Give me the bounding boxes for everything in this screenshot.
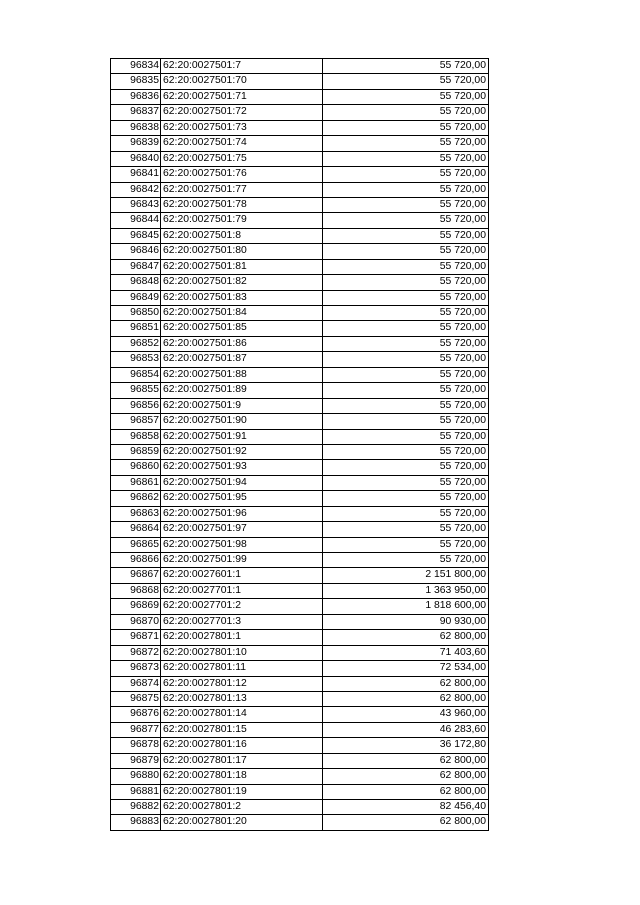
cadastral-number-cell: 62:20:0027501:81 [161,259,323,274]
cadastral-number-cell: 62:20:0027501:7 [161,59,323,74]
table-row [111,583,489,598]
cadastral-number-cell: 62:20:0027501:87 [161,352,323,367]
cadastral-number-cell: 62:20:0027501:82 [161,275,323,290]
table-row [111,367,489,382]
cadastral-value-cell: 1 818 600,00 [323,599,489,614]
cadastral-number-cell: 62:20:0027501:75 [161,151,323,166]
table-row [111,244,489,259]
cadastral-number-cell: 62:20:0027501:90 [161,414,323,429]
cadastral-value-cell: 55 720,00 [323,59,489,74]
table-row [111,630,489,645]
cadastral-number-cell: 62:20:0027501:79 [161,213,323,228]
cadastral-value-cell: 43 960,00 [323,707,489,722]
table-row [111,182,489,197]
cadastral-value-cell: 46 283,60 [323,722,489,737]
table-row [111,738,489,753]
cadastral-value-cell: 62 800,00 [323,784,489,799]
cadastral-number-cell: 62:20:0027501:92 [161,444,323,459]
table-row [111,213,489,228]
table-row [111,105,489,120]
row-number-cell: 96877 [111,722,161,737]
cadastral-value-cell: 55 720,00 [323,259,489,274]
row-number-cell: 96879 [111,753,161,768]
row-number-cell: 96848 [111,275,161,290]
cadastral-number-cell: 62:20:0027501:9 [161,398,323,413]
cadastral-value-cell: 62 800,00 [323,753,489,768]
cadastral-number-cell: 62:20:0027501:74 [161,136,323,151]
cadastral-value-cell: 55 720,00 [323,352,489,367]
row-number-cell: 96867 [111,568,161,583]
table-row [111,491,489,506]
cadastral-value-cell: 62 800,00 [323,769,489,784]
cadastral-number-cell: 62:20:0027501:83 [161,290,323,305]
table-row [111,800,489,815]
row-number-cell: 96837 [111,105,161,120]
cadastral-value-cell: 55 720,00 [323,321,489,336]
table-row [111,460,489,475]
cadastral-number-cell: 62:20:0027501:91 [161,429,323,444]
row-number-cell: 96868 [111,583,161,598]
row-number-cell: 96854 [111,367,161,382]
cadastral-value-cell: 62 800,00 [323,676,489,691]
row-number-cell: 96866 [111,553,161,568]
row-number-cell: 96882 [111,800,161,815]
cadastral-value-cell: 1 363 950,00 [323,583,489,598]
cadastral-number-cell: 62:20:0027501:95 [161,491,323,506]
cadastral-value-cell: 55 720,00 [323,429,489,444]
cadastral-value-cell: 62 800,00 [323,815,489,830]
cadastral-number-cell: 62:20:0027501:78 [161,197,323,212]
table-row [111,676,489,691]
table-row [111,707,489,722]
cadastral-value-cell: 55 720,00 [323,475,489,490]
table-row [111,321,489,336]
row-number-cell: 96838 [111,120,161,135]
row-number-cell: 96846 [111,244,161,259]
cadastral-number-cell: 62:20:0027501:80 [161,244,323,259]
table-row [111,352,489,367]
row-number-cell: 96870 [111,614,161,629]
row-number-cell: 96871 [111,630,161,645]
row-number-cell: 96850 [111,306,161,321]
cadastral-number-cell: 62:20:0027501:8 [161,228,323,243]
cadastral-value-cell: 55 720,00 [323,167,489,182]
row-number-cell: 96857 [111,414,161,429]
table-row [111,275,489,290]
table-row [111,120,489,135]
cadastral-number-cell: 62:20:0027501:86 [161,336,323,351]
cadastral-number-cell: 62:20:0027801:18 [161,769,323,784]
cadastral-value-cell: 2 151 800,00 [323,568,489,583]
cadastral-value-cell: 55 720,00 [323,414,489,429]
table-row [111,661,489,676]
cadastral-value-cell: 55 720,00 [323,460,489,475]
cadastral-number-cell: 62:20:0027501:72 [161,105,323,120]
row-number-cell: 96841 [111,167,161,182]
row-number-cell: 96864 [111,522,161,537]
cadastral-number-cell: 62:20:0027501:96 [161,506,323,521]
row-number-cell: 96876 [111,707,161,722]
table-row [111,444,489,459]
table-row [111,290,489,305]
row-number-cell: 96869 [111,599,161,614]
table-row [111,414,489,429]
cadastral-value-cell: 55 720,00 [323,383,489,398]
cadastral-value-cell: 55 720,00 [323,336,489,351]
row-number-cell: 96839 [111,136,161,151]
table-row [111,151,489,166]
table-row [111,59,489,74]
table-row [111,336,489,351]
row-number-cell: 96851 [111,321,161,336]
table-row [111,553,489,568]
table-row [111,815,489,830]
cadastral-number-cell: 62:20:0027701:1 [161,583,323,598]
cadastral-number-cell: 62:20:0027801:16 [161,738,323,753]
row-number-cell: 96845 [111,228,161,243]
cadastral-number-cell: 62:20:0027501:94 [161,475,323,490]
row-number-cell: 96852 [111,336,161,351]
row-number-cell: 96878 [111,738,161,753]
cadastral-number-cell: 62:20:0027801:1 [161,630,323,645]
table-row [111,769,489,784]
cadastral-value-cell: 55 720,00 [323,89,489,104]
row-number-cell: 96863 [111,506,161,521]
row-number-cell: 96875 [111,691,161,706]
cadastral-number-cell: 62:20:0027501:84 [161,306,323,321]
cadastral-number-cell: 62:20:0027701:2 [161,599,323,614]
table-row [111,722,489,737]
row-number-cell: 96858 [111,429,161,444]
row-number-cell: 96856 [111,398,161,413]
cadastral-number-cell: 62:20:0027501:88 [161,367,323,382]
table-row [111,89,489,104]
table-row [111,784,489,799]
cadastral-number-cell: 62:20:0027501:85 [161,321,323,336]
cadastral-value-cell: 55 720,00 [323,136,489,151]
cadastral-number-cell: 62:20:0027501:93 [161,460,323,475]
cadastral-value-cell: 55 720,00 [323,228,489,243]
cadastral-number-cell: 62:20:0027801:20 [161,815,323,830]
table-row [111,167,489,182]
row-number-cell: 96865 [111,537,161,552]
cadastral-value-cell: 71 403,60 [323,645,489,660]
table-row [111,383,489,398]
cadastral-value-cell: 55 720,00 [323,398,489,413]
table-row [111,506,489,521]
row-number-cell: 96834 [111,59,161,74]
row-number-cell: 96843 [111,197,161,212]
table-row [111,568,489,583]
row-number-cell: 96847 [111,259,161,274]
cadastral-number-cell: 62:20:0027501:89 [161,383,323,398]
cadastral-number-cell: 62:20:0027501:77 [161,182,323,197]
cadastral-number-cell: 62:20:0027501:98 [161,537,323,552]
table-row [111,306,489,321]
row-number-cell: 96881 [111,784,161,799]
cadastral-number-cell: 62:20:0027801:17 [161,753,323,768]
cadastral-value-cell: 55 720,00 [323,105,489,120]
row-number-cell: 96853 [111,352,161,367]
cadastral-number-cell: 62:20:0027701:3 [161,614,323,629]
row-number-cell: 96835 [111,74,161,89]
cadastral-number-cell: 62:20:0027601:1 [161,568,323,583]
table-row [111,429,489,444]
row-number-cell: 96874 [111,676,161,691]
cadastral-value-cell: 90 930,00 [323,614,489,629]
cadastral-value-cell: 82 456,40 [323,800,489,815]
cadastral-value-cell: 55 720,00 [323,213,489,228]
table-row [111,691,489,706]
row-number-cell: 96861 [111,475,161,490]
table-row [111,753,489,768]
row-number-cell: 96880 [111,769,161,784]
cadastral-value-cell: 55 720,00 [323,522,489,537]
cadastral-value-cell: 55 720,00 [323,197,489,212]
table-row [111,136,489,151]
cadastral-number-cell: 62:20:0027801:2 [161,800,323,815]
cadastral-value-cell: 55 720,00 [323,367,489,382]
cadastral-number-cell: 62:20:0027501:76 [161,167,323,182]
table-row [111,74,489,89]
cadastral-number-cell: 62:20:0027801:10 [161,645,323,660]
cadastral-value-cell: 55 720,00 [323,290,489,305]
cadastral-value-cell: 72 534,00 [323,661,489,676]
row-number-cell: 96883 [111,815,161,830]
row-number-cell: 96842 [111,182,161,197]
row-number-cell: 96872 [111,645,161,660]
cadastral-value-cell: 55 720,00 [323,537,489,552]
table-row [111,537,489,552]
table-row [111,197,489,212]
cadastral-number-cell: 62:20:0027501:99 [161,553,323,568]
row-number-cell: 96844 [111,213,161,228]
cadastral-value-cell: 55 720,00 [323,151,489,166]
cadastral-value-table [110,58,489,831]
cadastral-value-cell: 55 720,00 [323,444,489,459]
cadastral-number-cell: 62:20:0027801:15 [161,722,323,737]
cadastral-value-cell: 36 172,80 [323,738,489,753]
table-row [111,645,489,660]
table-row [111,228,489,243]
cadastral-value-cell: 55 720,00 [323,74,489,89]
row-number-cell: 96859 [111,444,161,459]
cadastral-value-cell: 55 720,00 [323,553,489,568]
cadastral-number-cell: 62:20:0027501:70 [161,74,323,89]
row-number-cell: 96873 [111,661,161,676]
row-number-cell: 96862 [111,491,161,506]
cadastral-number-cell: 62:20:0027501:97 [161,522,323,537]
row-number-cell: 96860 [111,460,161,475]
table-row [111,259,489,274]
cadastral-number-cell: 62:20:0027801:11 [161,661,323,676]
table-row [111,475,489,490]
table-row [111,614,489,629]
row-number-cell: 96840 [111,151,161,166]
table-row [111,398,489,413]
cadastral-number-cell: 62:20:0027801:19 [161,784,323,799]
cadastral-value-cell: 55 720,00 [323,182,489,197]
cadastral-value-cell: 55 720,00 [323,491,489,506]
cadastral-number-cell: 62:20:0027801:14 [161,707,323,722]
cadastral-value-cell: 62 800,00 [323,630,489,645]
cadastral-value-cell: 62 800,00 [323,691,489,706]
cadastral-value-cell: 55 720,00 [323,306,489,321]
table-row [111,522,489,537]
table-row [111,599,489,614]
row-number-cell: 96836 [111,89,161,104]
cadastral-value-cell: 55 720,00 [323,244,489,259]
cadastral-number-cell: 62:20:0027501:73 [161,120,323,135]
row-number-cell: 96849 [111,290,161,305]
cadastral-value-cell: 55 720,00 [323,275,489,290]
cadastral-value-cell: 55 720,00 [323,506,489,521]
cadastral-value-cell: 55 720,00 [323,120,489,135]
cadastral-number-cell: 62:20:0027801:13 [161,691,323,706]
row-number-cell: 96855 [111,383,161,398]
table-body [111,59,489,831]
cadastral-number-cell: 62:20:0027501:71 [161,89,323,104]
cadastral-number-cell: 62:20:0027801:12 [161,676,323,691]
